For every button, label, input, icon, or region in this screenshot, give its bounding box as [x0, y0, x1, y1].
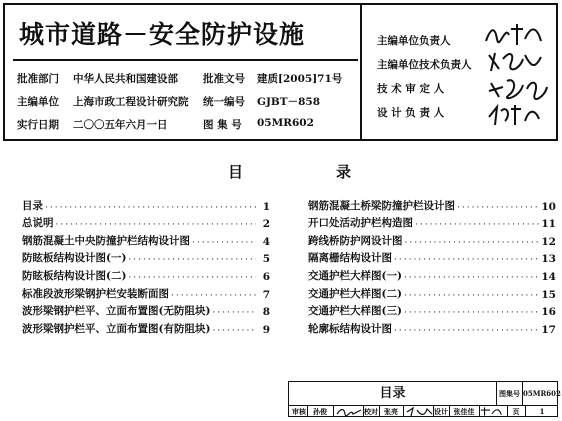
toc-entry: 交通护栏大样图(二) ····· 15	[308, 283, 556, 301]
toc-entry: 防眩板结构设计图(二) ····· 6	[22, 265, 270, 283]
toc-entry: 开口处活动护栏构造图 ····· 11	[308, 213, 556, 231]
cell-divider	[333, 406, 334, 417]
cell-divider	[525, 406, 526, 417]
design-name: 张佳佳	[453, 407, 475, 416]
atlas-no-value: 05MR602	[523, 382, 557, 406]
toc-entry: 轮廓标结构设计图 ····· 17	[308, 318, 556, 336]
handwritten-signature	[483, 21, 545, 49]
atlas-title: 城市道路－安全防护设施	[19, 20, 306, 49]
tech-approver-label: 技 术 审 定 人	[377, 83, 445, 95]
cell-divider	[449, 406, 450, 417]
check-label: 校对	[364, 407, 378, 416]
cell-divider	[379, 406, 380, 417]
page-label: 页	[512, 407, 520, 416]
design-label: 设计	[434, 407, 448, 416]
design-head-label: 设 计 负 责 人	[377, 107, 445, 119]
toc-entry: 防眩板结构设计图(一) ····· 5	[22, 248, 270, 266]
cell-divider	[433, 406, 434, 417]
review-label: 审核	[292, 407, 306, 416]
toc-heading-right: 录	[336, 163, 352, 181]
chief-tech-head-label: 主编单位技术负责人	[377, 59, 472, 71]
toc-heading-left: 目	[228, 163, 244, 181]
drawing-sheet	[3, 3, 561, 417]
chief-unit-head-label: 主编单位负责人	[377, 35, 451, 47]
toc-entry: 隔离栅结构设计图 ····· 13	[308, 248, 556, 266]
handwritten-signature	[487, 75, 549, 103]
drawing-name: 目录	[289, 382, 497, 406]
cell-divider	[307, 406, 308, 417]
toc-entry: 标准段波形梁钢护栏安装断面图 ····· 7	[22, 283, 270, 301]
title-block	[288, 381, 561, 417]
handwritten-signature	[485, 49, 543, 75]
title-underline	[13, 59, 358, 61]
toc-entry: 跨线桥防护网设计图 ····· 12	[308, 230, 556, 248]
editor-unit-label: 主编单位	[17, 96, 59, 108]
toc-entry: 钢筋混凝土桥梁防撞护栏设计图 ····· 10	[308, 195, 556, 213]
toc-entry: 总说明 ····· 2	[22, 213, 270, 231]
cell-divider	[507, 406, 508, 417]
cell-divider	[479, 406, 480, 417]
atlas-no-value: 05MR602	[257, 117, 314, 129]
approve-dept-label: 批准部门	[17, 73, 59, 85]
toc-entry: 交通护栏大样图(三) ····· 16	[308, 301, 556, 319]
handwritten-signature	[335, 406, 363, 417]
approve-doc-label: 批准文号	[203, 73, 245, 85]
handwritten-signature	[485, 103, 543, 129]
approve-dept-value: 中华人民共和国建设部	[73, 73, 178, 85]
atlas-no-label: 图 集 号	[203, 119, 242, 131]
serial-value: GJBT－858	[257, 96, 321, 108]
cell-divider	[363, 406, 364, 417]
toc-entry: 钢筋混凝土中央防撞护栏结构设计图 ····· 4	[22, 230, 270, 248]
toc-left-column	[22, 195, 270, 336]
impl-date-value: 二〇〇五年六月一日	[73, 119, 168, 131]
serial-label: 统一编号	[203, 96, 245, 108]
header-divider	[360, 5, 362, 139]
toc-entry: 目录 ····· 1	[22, 195, 270, 213]
editor-unit-value: 上海市政工程设计研究院	[73, 96, 189, 108]
handwritten-signature	[405, 406, 433, 417]
impl-date-label: 实行日期	[17, 119, 59, 131]
review-name: 孙俊	[313, 407, 327, 416]
toc-entry: 波形梁钢护栏平、立面布置图(有防阻块) ····· 9	[22, 318, 270, 336]
cell-divider	[403, 406, 404, 417]
toc-entry: 交通护栏大样图(一) ····· 14	[308, 265, 556, 283]
sheet-header	[3, 3, 558, 141]
atlas-no-label: 图集号	[497, 382, 523, 406]
handwritten-signature	[479, 406, 505, 417]
check-name: 张亮	[384, 407, 398, 416]
approve-doc-value: 建质[2005]71号	[257, 73, 343, 85]
toc-entry: 波形梁钢护栏平、立面布置图(无防阻块) ····· 8	[22, 301, 270, 319]
page-value: 1	[539, 407, 545, 416]
toc-right-column	[308, 195, 556, 336]
